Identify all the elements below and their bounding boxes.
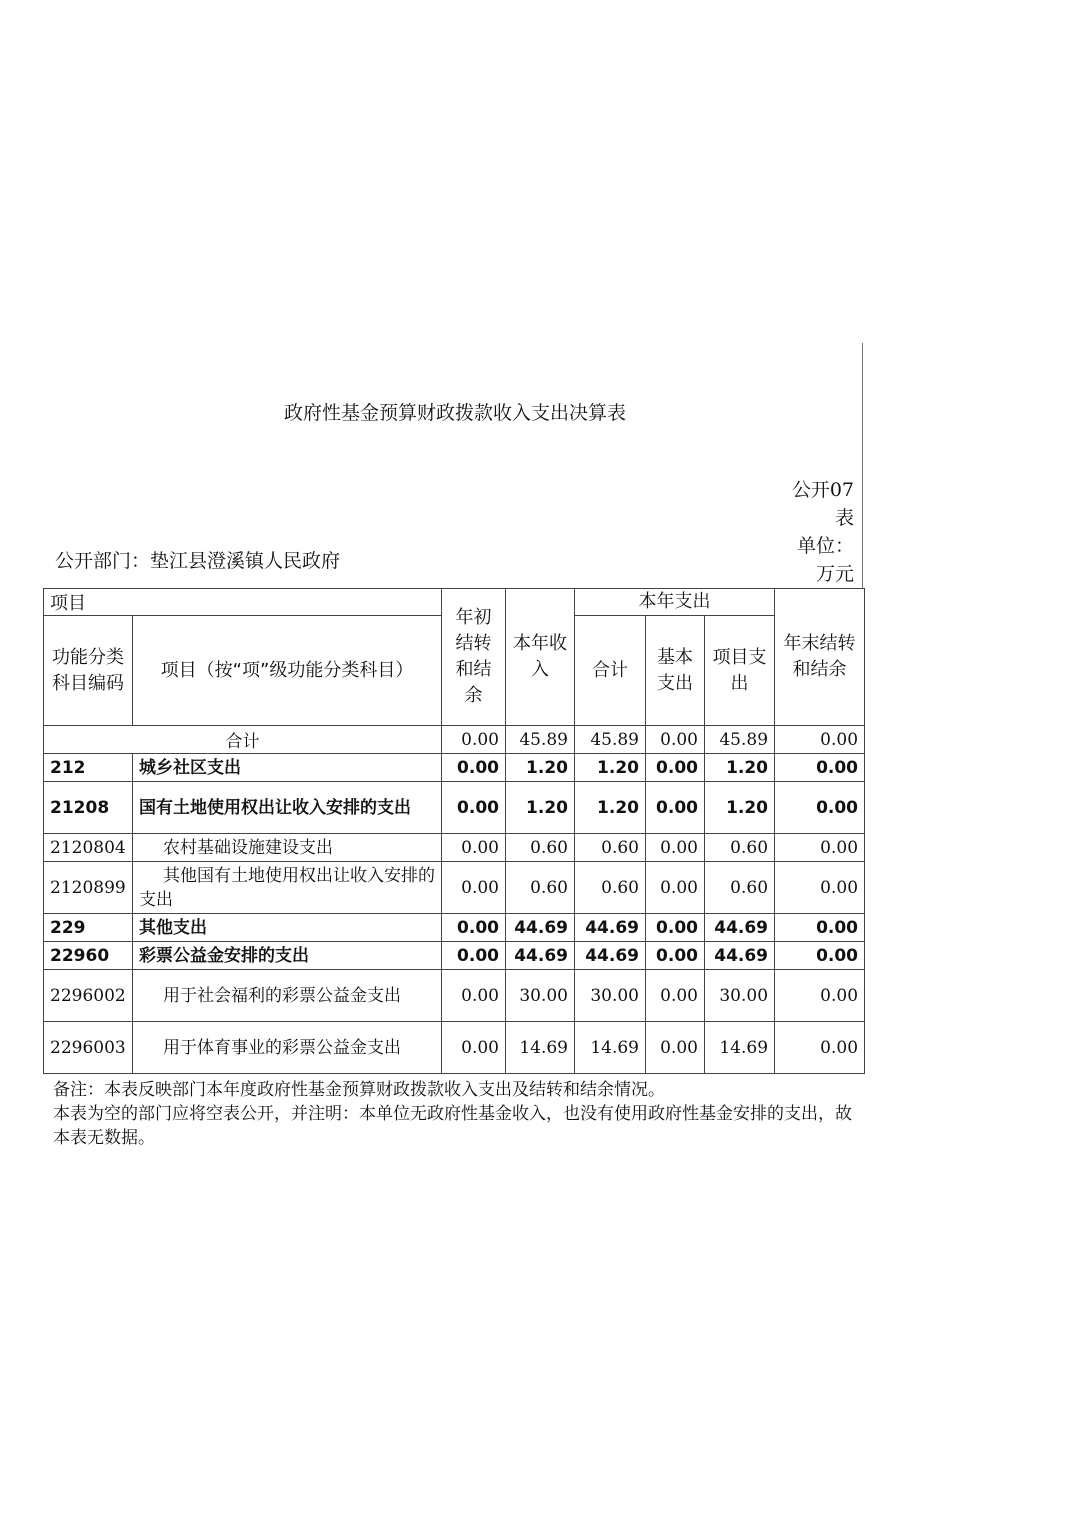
- row-income: 1.20: [506, 754, 575, 782]
- row-income: 0.60: [506, 862, 575, 914]
- row-name: [133, 834, 442, 862]
- row-exp-basic: 0.00: [646, 1022, 705, 1074]
- header-end-balance: 年末结转和结余: [775, 589, 865, 726]
- row-code: 2296002: [44, 970, 133, 1022]
- row-code: 22960: [44, 942, 133, 970]
- row-begin: 0.00: [442, 942, 506, 970]
- budget-table: [43, 588, 865, 1074]
- table-row: [44, 1022, 865, 1074]
- row-exp-total: 1.20: [575, 754, 646, 782]
- total-begin: 0.00: [442, 726, 506, 754]
- row-exp-project: 44.69: [705, 914, 775, 942]
- row-exp-basic: 0.00: [646, 782, 705, 834]
- row-name: [133, 862, 442, 914]
- table-row: [44, 942, 865, 970]
- note-line: 备注：本表反映部门本年度政府性基金预算财政拨款收入支出及结转和结余情况。: [53, 1080, 665, 1100]
- table-code: 公开07表: [791, 479, 854, 529]
- row-exp-basic: 0.00: [646, 942, 705, 970]
- row-name: 国有土地使用权出让收入安排的支出: [133, 782, 442, 834]
- row-exp-total: 1.20: [575, 782, 646, 834]
- row-begin: 0.00: [442, 754, 506, 782]
- row-exp-total: 0.60: [575, 862, 646, 914]
- row-income: 30.00: [506, 970, 575, 1022]
- page-border-line: [862, 343, 863, 588]
- row-code: 2296003: [44, 1022, 133, 1074]
- row-begin: 0.00: [442, 834, 506, 862]
- row-end: 0.00: [775, 970, 865, 1022]
- row-end: 0.00: [775, 834, 865, 862]
- header-func-code: 功能分类科目编码: [44, 616, 133, 726]
- row-name: [133, 970, 442, 1022]
- table-row: [44, 914, 865, 942]
- header-exp-project: 项目支出: [705, 616, 775, 726]
- total-end: 0.00: [775, 726, 865, 754]
- page-title: 政府性基金预算财政拨款收入支出决算表: [283, 402, 626, 424]
- row-exp-basic: 0.00: [646, 834, 705, 862]
- row-code: 21208: [44, 782, 133, 834]
- total-income: 45.89: [506, 726, 575, 754]
- row-name-text: 用于社会福利的彩票公益金支出: [163, 985, 401, 1006]
- total-exp-project: 45.89: [705, 726, 775, 754]
- table-row: [44, 782, 865, 834]
- row-exp-total: 44.69: [575, 942, 646, 970]
- row-name: [133, 1022, 442, 1074]
- row-income: 14.69: [506, 1022, 575, 1074]
- row-income: 0.60: [506, 834, 575, 862]
- row-code: 229: [44, 914, 133, 942]
- row-begin: 0.00: [442, 970, 506, 1022]
- row-income: 44.69: [506, 914, 575, 942]
- row-name: 彩票公益金安排的支出: [133, 942, 442, 970]
- row-end: 0.00: [775, 914, 865, 942]
- row-code: 2120804: [44, 834, 133, 862]
- row-name-text: 农村基础设施建设支出: [163, 837, 333, 858]
- row-exp-project: 1.20: [705, 754, 775, 782]
- department-label: 公开部门：垫江县澄溪镇人民政府: [55, 550, 341, 572]
- row-begin: 0.00: [442, 914, 506, 942]
- total-exp-basic: 0.00: [646, 726, 705, 754]
- header-exp-total: 合计: [575, 616, 646, 726]
- header-func-name: 项目（按“项”级功能分类科目）: [133, 616, 442, 726]
- row-begin: 0.00: [442, 862, 506, 914]
- table-row: [44, 754, 865, 782]
- row-exp-basic: 0.00: [646, 970, 705, 1022]
- row-exp-project: 0.60: [705, 834, 775, 862]
- row-exp-project: 0.60: [705, 862, 775, 914]
- total-label: 合计: [44, 726, 442, 754]
- header-project: 项目: [44, 589, 442, 616]
- row-exp-total: 30.00: [575, 970, 646, 1022]
- row-exp-total: 44.69: [575, 914, 646, 942]
- table-row: [44, 862, 865, 914]
- row-end: 0.00: [775, 1022, 865, 1074]
- total-row: [44, 726, 865, 754]
- header-expense-group: 本年支出: [575, 589, 775, 616]
- row-exp-project: 44.69: [705, 942, 775, 970]
- note-line: 本表为空的部门应将空表公开，并注明：本单位无政府性基金收入，也没有使用政府性基金安排的支出，故本表无数据。: [53, 1104, 852, 1148]
- row-exp-project: 1.20: [705, 782, 775, 834]
- row-begin: 0.00: [442, 1022, 506, 1074]
- row-exp-total: 0.60: [575, 834, 646, 862]
- row-income: 1.20: [506, 782, 575, 834]
- row-end: 0.00: [775, 782, 865, 834]
- row-end: 0.00: [775, 942, 865, 970]
- row-name: 城乡社区支出: [133, 754, 442, 782]
- table-row: [44, 834, 865, 862]
- total-exp-total: 45.89: [575, 726, 646, 754]
- row-exp-basic: 0.00: [646, 754, 705, 782]
- row-exp-basic: 0.00: [646, 862, 705, 914]
- row-exp-project: 14.69: [705, 1022, 775, 1074]
- header-income: 本年收入: [506, 589, 575, 726]
- row-code: 212: [44, 754, 133, 782]
- row-exp-basic: 0.00: [646, 914, 705, 942]
- row-end: 0.00: [775, 754, 865, 782]
- row-income: 44.69: [506, 942, 575, 970]
- row-name: 其他支出: [133, 914, 442, 942]
- row-name-text: 其他国有土地使用权出让收入安排的支出: [139, 865, 435, 910]
- row-code: 2120899: [44, 862, 133, 914]
- table-row: [44, 970, 865, 1022]
- row-exp-project: 30.00: [705, 970, 775, 1022]
- notes: [53, 1078, 858, 1150]
- row-begin: 0.00: [442, 782, 506, 834]
- unit-label: 单位：万元: [796, 535, 854, 585]
- row-end: 0.00: [775, 862, 865, 914]
- row-name-text: 用于体育事业的彩票公益金支出: [163, 1037, 401, 1058]
- row-exp-total: 14.69: [575, 1022, 646, 1074]
- header-exp-basic: 基本支出: [646, 616, 705, 726]
- header-begin-balance: 年初结转和结余: [442, 589, 506, 726]
